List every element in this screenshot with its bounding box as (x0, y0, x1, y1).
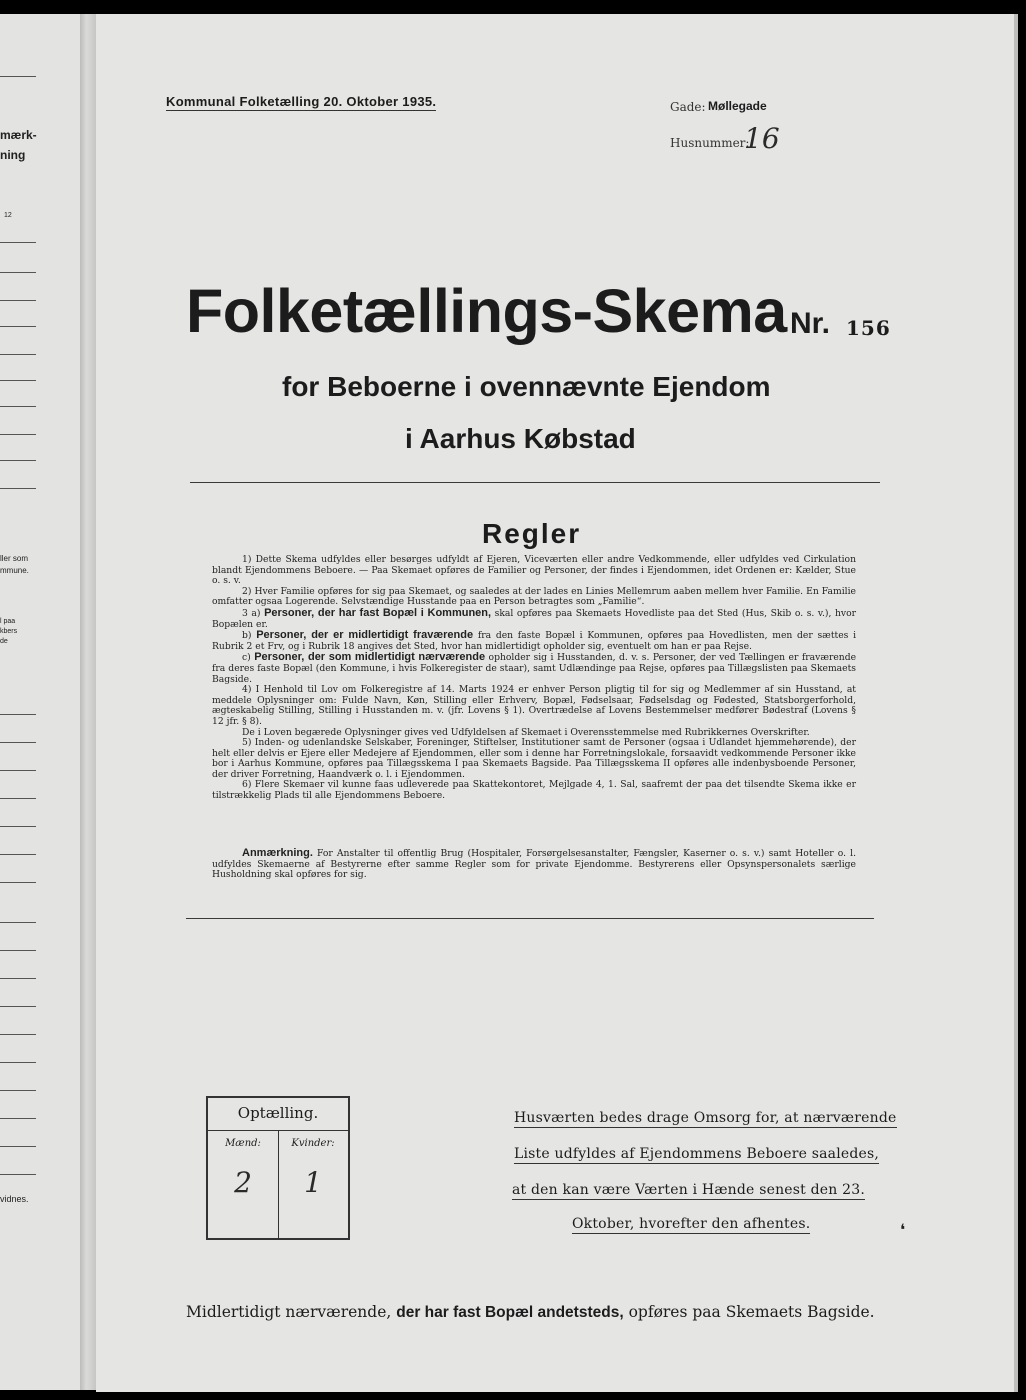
facing-text: kbers (0, 628, 18, 635)
page-edge (1014, 14, 1018, 1392)
annotation-text: For Anstalter til offentlig Brug (Hospitaler, Forsørgelsesanstalter, Fængsler, Kaserner o. s. v.) samt Hoteller o. l. udfyldes Skemaerne af Bestyrerne efter samme Regler som for private Ejendomme. Bestyrerens eller Opsynspersonalets særlige Husholdning skal opføres for sig. (212, 848, 856, 881)
divider (0, 922, 36, 923)
form-subtitle-city: i Aarhus Købstad (405, 423, 636, 454)
annotation-divider (186, 918, 874, 919)
divider (0, 1006, 36, 1007)
divider (0, 488, 36, 489)
title-divider (190, 482, 880, 483)
divider (0, 272, 36, 273)
men-count: 2 (234, 1166, 252, 1199)
divider (0, 1174, 36, 1175)
footer-post: opføres paa Skemaets Bagside. (628, 1303, 875, 1321)
divider (0, 978, 36, 979)
form-title: Folketællings-Skema (186, 277, 787, 345)
facing-text: vidnes. (0, 1194, 29, 1204)
notice-line: Husværten bedes drage Omsorg for, at nærværende (514, 1110, 897, 1126)
facing-text: de (0, 638, 8, 645)
form-number-value: 156 (846, 316, 891, 340)
divider (0, 1062, 36, 1063)
rule-3a (212, 608, 856, 630)
rule-3a-number: 3 a) (242, 607, 261, 619)
notice-line: at den kan være Værten i Hænde senest den 23. (512, 1182, 866, 1198)
divider (0, 950, 36, 951)
facing-text: ller som (0, 554, 29, 563)
rules-text (212, 555, 856, 802)
rule-3c (212, 652, 856, 685)
form-subtitle: for Beboerne i ovennævnte Ejendom (282, 371, 771, 402)
divider (0, 354, 36, 355)
ink-mark: ❛ (900, 1220, 906, 1239)
divider (0, 300, 36, 301)
men-label: Mænd: (225, 1138, 261, 1149)
rule-3c-text: opholder sig i Husstanden, d. v. s. Personer, der ved Tællingen er fraværende fra deres faste Bopæl (den Kommune, i hvis Folkeregister de staar), samt Udlændinge paa Rejse, opføres paa Tillægslisten paa Skemaets Bagside. (212, 652, 857, 685)
annotation-label: Anmærkning. (242, 847, 313, 859)
rule-5: 5) Inden- og udenlandske Selskaber, Foreninger, Stiftelser, Institutioner samt de Personer (ogsaa i Udlandet hjemmehørende), der helt eller delvis er Ejere eller Medejere af Ejendommen, eller som i denne har Forretningslokale, forsaavidt vedkommende Personer ikke bor i Aarhus Kommune, opføres paa Tillægsskema I paa Skemaets Bagside. Paa Tillægsskema II opføres alle indenbysboende Personer, der driver Forretning, Haandværk o. l. i Ejendommen. (212, 737, 856, 780)
divider (0, 406, 36, 407)
women-count: 1 (304, 1166, 322, 1199)
rule-1: 1) Dette Skema udfyldes eller besørges udfyldt af Ejeren, Viceværten eller andre Vedkommende, eller udfyldes ved Cirkulation blandt Ejendommens Beboere. — Paa Skemaet opføres de Familier og Personer, der findes i Ejendommen, idet Ordenen er: Kælder, Stue o. s. v. (212, 554, 856, 587)
notice-line: Oktober, hvorefter den afhentes. (572, 1216, 811, 1232)
facing-text: 12 (4, 212, 12, 219)
footer-pre: Midlertidigt nærværende, (186, 1303, 392, 1321)
facing-text: l paa (0, 618, 16, 625)
divider (0, 826, 36, 827)
street-label: Gade: (670, 100, 706, 114)
rule-2: 2) Hver Familie opføres for sig paa Skemaet, og saaledes at der lades en Linies Mellemrum aaben mellem hver Familie. En Familie omfatter ogsaa Logerende. Selvstændige Husstande paa en Person betragtes som „Familie“. (212, 585, 856, 608)
book-spine (80, 14, 96, 1390)
divider (0, 1090, 36, 1091)
annotation (212, 848, 856, 881)
facing-text: ning (0, 148, 26, 162)
divider (0, 380, 36, 381)
rule-4: 4) I Henhold til Lov om Folkeregistre af 14. Marts 1924 er enhver Person pligtig til for sig og Medlemmer af sin Husstand, at meddele Oplysninger om: Fulde Navn, Køn, Stilling eller Erhverv, Bopæl, Fødselsaar, Fødselsdag og Fødested, Statsborgerforhold, ægteskabelig Stilling, Stilling i Husstanden m. v. (jfr. Lovens § 1). Overtrædelse af Lovens Bestemmelser medfører Bødestraf (Lovens § 12 jfr. § 8). (212, 684, 856, 727)
rule-3b (212, 630, 856, 652)
rule-3a-text: skal opføres paa Skemaets Hovedliste paa det Sted (Hus, Skib o. s. v.), hvor Bopælen er. (212, 607, 857, 630)
divider (0, 854, 36, 855)
street-value: Møllegade (708, 99, 767, 113)
notice-line: Liste udfyldes af Ejendommens Beboere saaledes, (514, 1146, 880, 1162)
divider (0, 326, 36, 327)
footer-bold: der har fast Bopæl andetsteds, (396, 1304, 624, 1321)
house-number-label: Husnummer: (670, 136, 750, 150)
rule-3a-heading: Personer, der har fast Bopæl i Kommunen, (264, 606, 492, 619)
divider (0, 1146, 36, 1147)
divider (0, 798, 36, 799)
rule-3b-text: fra den faste Bopæl i Kommunen, opføres paa Hovedlisten, men der sættes i Rubrik 2 et Frv, og i Rubrik 18 angives det Sted, hvor han midlertidigt opholder sig, eventuelt om han er paa Rejse. (212, 630, 857, 652)
rule-6: 6) Flere Skemaer vil kunne faas udleverede paa Skattekontoret, Mejlgade 4, 1. Sal, saafremt der paa det tilsendte Skema ikke er tilstrækkelig Plads til alle Ejendommens Beboere. (212, 779, 856, 802)
divider (0, 742, 36, 743)
divider (0, 460, 36, 461)
tally-title: Optælling. (237, 1104, 319, 1122)
divider (0, 714, 36, 715)
divider (0, 434, 36, 435)
divider (0, 242, 36, 243)
divider (0, 882, 36, 883)
house-number-value: 16 (744, 122, 780, 155)
rule-3c-heading: Personer, der som midlertidigt nærværende (254, 651, 486, 664)
facing-text: mærk- (0, 128, 37, 142)
form-number-label: Nr. (790, 307, 831, 340)
women-label: Kvinder: (291, 1138, 335, 1149)
divider (0, 770, 36, 771)
rule-3b-heading: Personer, der er midlertidigt fraværende (256, 629, 474, 642)
facing-text: mmune. (0, 566, 29, 575)
footer-note (186, 1303, 875, 1322)
rule-3c-number: c) (242, 652, 251, 664)
rule-4b: De i Loven begærede Oplysninger gives ved Udfyldelsen af Skemaet i Overensstemmelse med Rubrikkernes Overskrifter. (242, 726, 810, 738)
rule-3b-number: b) (242, 630, 252, 642)
facing-page (0, 14, 80, 1390)
divider (0, 1118, 36, 1119)
divider (0, 1034, 36, 1035)
divider (0, 76, 36, 77)
rules-heading: Regler (482, 518, 582, 549)
tally-box (206, 1096, 350, 1240)
census-header: Kommunal Folketælling 20. Oktober 1935. (166, 94, 437, 109)
